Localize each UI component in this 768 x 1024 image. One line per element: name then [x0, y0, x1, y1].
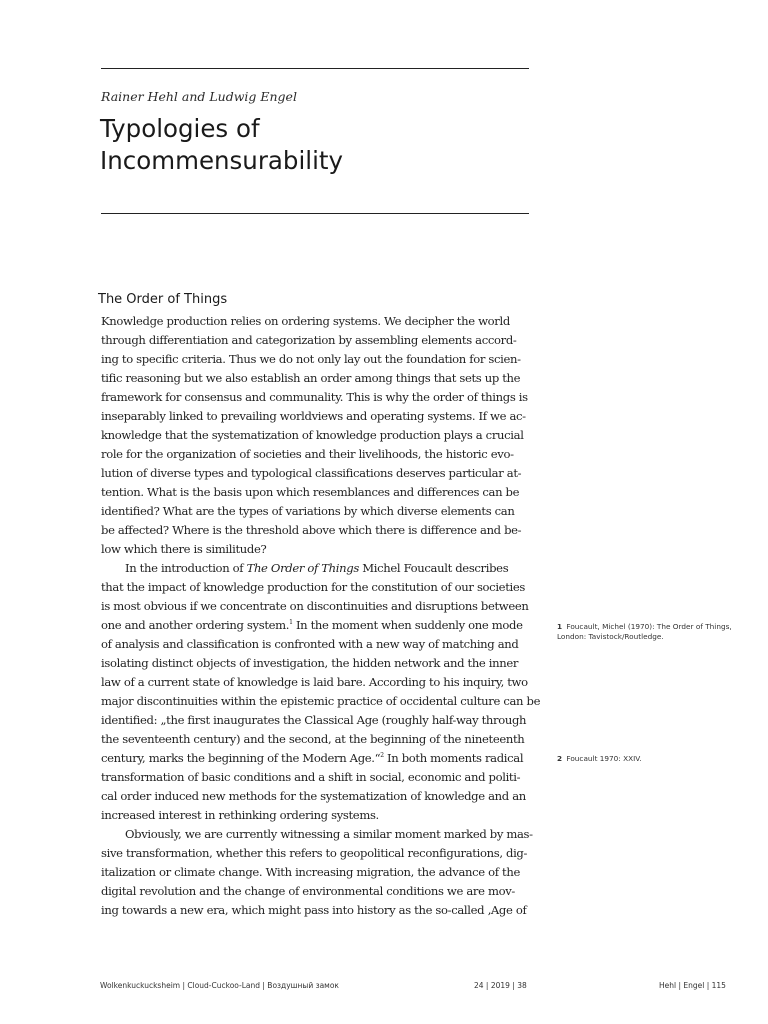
text-line: digital revolution and the change of environmental conditions we are mov-	[101, 884, 515, 898]
title-bottom-rule	[101, 213, 529, 214]
title-line: Typologies of	[100, 114, 260, 143]
text-line: law of a current state of knowledge is laid bare. According to his inquiry, two	[101, 675, 528, 689]
footnote-number: 2	[557, 754, 563, 763]
section-heading: The Order of Things	[98, 292, 228, 307]
text-line: through differentiation and categorization by assembling elements accord-	[101, 333, 517, 347]
footnote-2	[557, 754, 737, 764]
text-line: identified? What are the types of variations by which diverse elements can	[101, 504, 515, 518]
text-line: the seventeenth century) and the second, at the beginning of the nineteenth	[101, 732, 525, 746]
footnote-number: 1	[557, 622, 563, 631]
footnote-ref-2[interactable]: 2	[380, 752, 384, 760]
text-line: low which there is similitude?	[101, 542, 267, 556]
text-line: of analysis and classification is confronted with a new way of matching and	[101, 637, 519, 651]
text-line: be affected? Where is the threshold above which there is difference and be-	[101, 523, 522, 537]
text-line: Knowledge production relies on ordering systems. We decipher the world	[101, 314, 510, 328]
top-rule	[101, 68, 529, 69]
text-line: isolating distinct objects of investigation, the hidden network and the inner	[101, 656, 519, 670]
text-line: lution of diverse types and typological classifications deserves particular at-	[101, 466, 522, 480]
text-line: ing towards a new era, which might pass into history as the so-called ‚Age of	[101, 903, 527, 917]
footnote-text: Foucault, Michel (1970): The Order of Things, London: Tavistock/Routledge.	[557, 622, 732, 641]
text-run: In both moments radical	[383, 751, 524, 765]
text-line: identified: „the first inaugurates the Classical Age (roughly half-way through	[101, 713, 527, 727]
text-line	[101, 616, 532, 635]
text-line: Obviously, we are currently witnessing a similar moment marked by mas-	[125, 827, 533, 841]
text-line: major discontinuities within the epistemic practice of occidental culture can be	[101, 694, 541, 708]
body-text	[101, 312, 541, 920]
footnote-text: Foucault 1970: XXIV.	[566, 754, 642, 763]
footer-page-number: Hehl | Engel | 115	[659, 981, 726, 990]
authors-line: Rainer Hehl and Ludwig Engel	[101, 89, 297, 104]
footer-journal: Wolkenkuckucksheim | Cloud-Cuckoo-Land | Воздушный замок	[100, 981, 339, 990]
footnote-ref-1[interactable]: 1	[289, 619, 293, 627]
footnote-1	[557, 622, 737, 642]
text-line: transformation of basic conditions and a shift in social, economic and politi-	[101, 770, 521, 784]
text-line: cal order induced new methods for the systematization of knowledge and an	[101, 789, 526, 803]
text-line: tention. What is the basis upon which resemblances and differences can be	[101, 485, 520, 499]
text-run: century, marks the beginning of the Modern Age.“	[101, 751, 381, 765]
text-line: italization or climate change. With increasing migration, the advance of the	[101, 865, 520, 879]
text-run: In the moment when suddenly one mode	[292, 618, 523, 632]
text-line	[101, 749, 532, 768]
page-title	[100, 113, 530, 177]
text-run: one and another ordering system.	[101, 618, 290, 632]
paragraph-1	[101, 312, 532, 559]
text-line: ing to specific criteria. Thus we do not only lay out the foundation for scien-	[101, 352, 521, 366]
text-line: role for the organization of societies and their livelihoods, the historic evo-	[101, 447, 514, 461]
text-line: knowledge that the systematization of knowledge production plays a crucial	[101, 428, 524, 442]
text-line: inseparably linked to prevailing worldviews and operating systems. If we ac-	[101, 409, 526, 423]
text-line: sive transformation, whether this refers to geopolitical reconfigurations, dig-	[101, 846, 528, 860]
book-title-italic: The Order of Things	[246, 561, 359, 575]
text-line: is most obvious if we concentrate on discontinuities and disruptions between	[101, 599, 529, 613]
text-line: that the impact of knowledge production for the constitution of our societies	[101, 580, 525, 594]
text-run: In the introduction of	[125, 561, 247, 575]
text-line: increased interest in rethinking ordering systems.	[101, 808, 379, 822]
title-line: Incommensurability	[100, 146, 344, 175]
text-line	[101, 559, 532, 578]
text-line: framework for consensus and communality. This is why the order of things is	[101, 390, 528, 404]
paragraph-2	[101, 559, 541, 825]
footer-issue: 24 | 2019 | 38	[474, 981, 527, 990]
text-run: Michel Foucault describes	[358, 561, 509, 575]
paragraph-3	[101, 825, 532, 920]
text-line: tific reasoning but we also establish an order among things that sets up the	[101, 371, 521, 385]
